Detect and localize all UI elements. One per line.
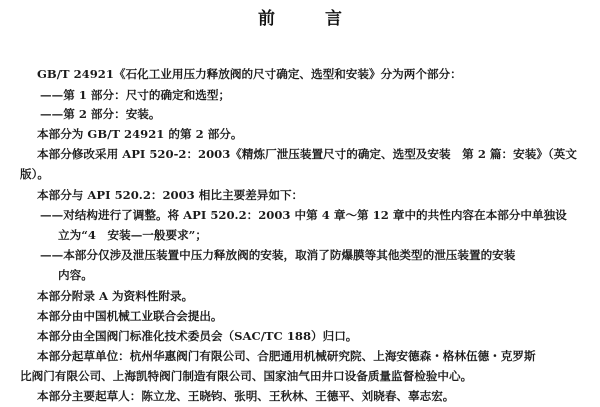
- part-statement: 本部分为 GB/T 24921 的第 2 部分。: [37, 127, 243, 141]
- difference-item-1: ——对结构进行了调整。将 API 520.2：2003 中第 4 章～第 12 章中的共性内容在本部分中单独设: [40, 208, 567, 222]
- appendix-statement: 本部分附录 A 为资料性附录。: [37, 289, 194, 303]
- adoption-statement-cont: 版）。: [20, 167, 49, 181]
- drafting-units: 本部分起草单位：杭州华惠阀门有限公司、合肥通用机械研究院、上海安德森・格林伍德・克罗斯: [37, 349, 536, 363]
- adoption-statement: 本部分修改采用 API 520-2：2003《精炼厂泄压装置尺寸的确定、选型及安装 第 2 篇：安装》（英文: [37, 147, 577, 161]
- committee-statement: 本部分由全国阀门标准化技术委员会（SAC/TC 188）归口。: [37, 329, 358, 343]
- drafting-units-cont: 比阀门有限公司、上海凯特阀门制造有限公司、国家油气田井口设备质量监督检验中心。: [20, 369, 473, 383]
- difference-item-2: ——本部分仅涉及泄压装置中压力释放阀的安装，取消了防爆膜等其他类型的泄压装置的安装: [40, 248, 516, 262]
- proposer-statement: 本部分由中国机械工业联合会提出。: [37, 309, 223, 323]
- main-drafters: 本部分主要起草人：陈立龙、王晓钧、张明、王秋林、王德平、刘晓春、辜志宏。: [37, 389, 455, 403]
- part-list-item-1: ——第 1 部分：尺寸的确定和选型；: [40, 88, 231, 102]
- difference-item-1-cont: 立为“4 安装—一般要求”；: [58, 228, 207, 242]
- intro-line: GB/T 24921《石化工业用压力释放阀的尺寸确定、选型和安装》分为两个部分：: [37, 67, 462, 81]
- page-title: 前 言: [258, 9, 364, 29]
- differences-heading: 本部分与 API 520.2：2003 相比主要差异如下：: [37, 188, 304, 202]
- difference-item-2-cont: 内容。: [58, 268, 93, 282]
- part-list-item-2: ——第 2 部分：安装。: [40, 107, 161, 121]
